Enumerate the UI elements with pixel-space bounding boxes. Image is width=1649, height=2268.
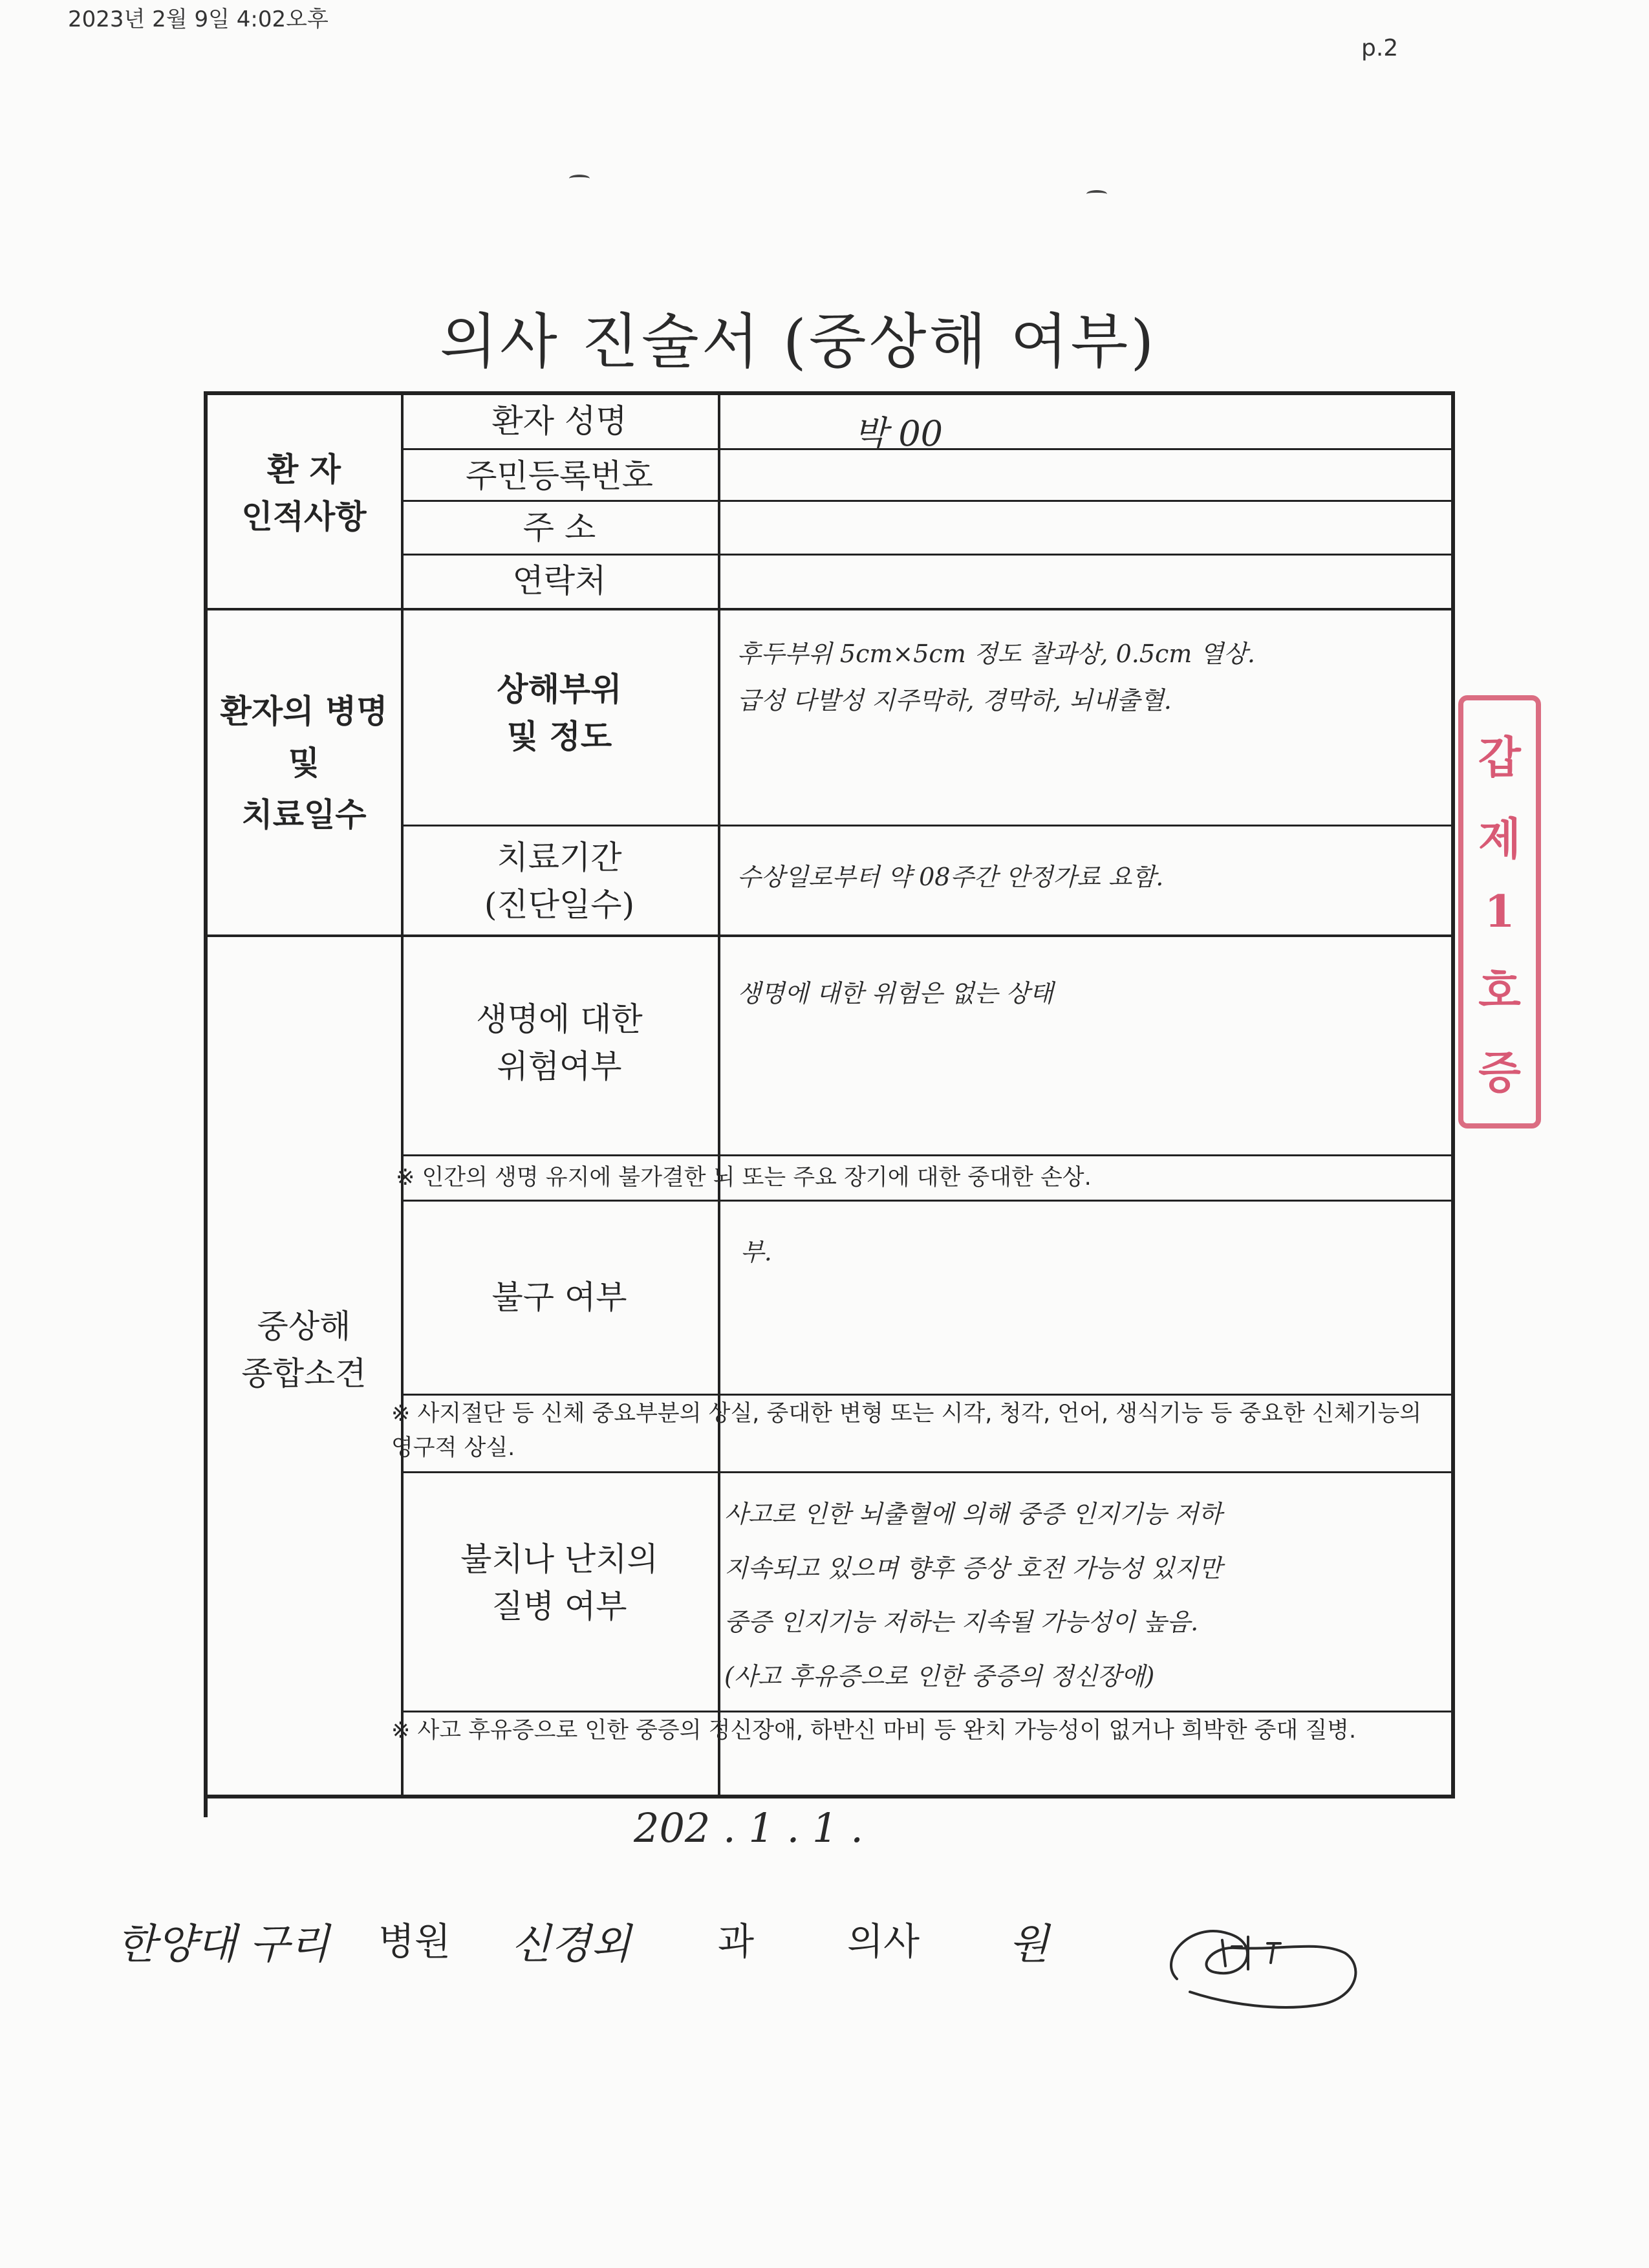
life-risk-value: 생명에 대한 위험은 없는 상태: [737, 979, 1053, 1008]
life-risk-note: ※ 인간의 생명 유지에 불가결한 뇌 또는 주요 장기에 대한 중대한 손상.: [396, 1165, 1092, 1191]
stamp-char: 호: [1478, 966, 1521, 1018]
incurable-disease-value: 사고로 인한 뇌출혈에 의해 중증 인지기능 저하 지속되고 있으며 향후 증상 호전 가능성 있지만 중증 인지기능 저하는 지속될 가능성이 높음. (사고 후유증으로 인한 중증의 정신장애): [724, 1500, 1222, 1690]
stamp-char: 갑: [1478, 731, 1521, 784]
page-number: p.2: [1361, 35, 1399, 61]
resident-number-label: 주민등록번호: [466, 457, 653, 495]
treatment-period-label: 치료기간 (진단일수): [484, 839, 635, 923]
stamp-char: 제: [1478, 813, 1521, 865]
department-name: 신경외: [511, 1921, 631, 1969]
contact-label: 연락처: [512, 562, 607, 599]
doctor-label: 의사: [847, 1919, 920, 1963]
incurable-disease-note: ※ 사고 후유증으로 인한 중증의 정신장애, 하반신 마비 등 완치 가능성이 없거나 희박한 중대 질병.: [391, 1718, 1357, 1744]
document-date: 202 . 1 . 1 .: [634, 1804, 863, 1852]
injury-site-label: 상해부위 및 정도: [497, 670, 622, 755]
patient-name-label: 환자 성명: [491, 402, 627, 440]
injury-site-value: 후두부위 5cm×5cm 정도 찰과상, 0.5cm 열상. 급성 다발성 지주막하, 경막하, 뇌내출혈.: [737, 640, 1255, 715]
doctor-signature: [1151, 1908, 1371, 2018]
doctor-name: 원: [1009, 1921, 1049, 1969]
stamp-char: 1: [1484, 885, 1515, 938]
evidence-stamp: [1458, 695, 1541, 1129]
department-suffix: 과: [718, 1919, 755, 1963]
fax-header: 2023년 2월 9일 4:02오후: [68, 6, 329, 32]
treatment-period-value: 수상일로부터 약 08주간 안정가료 요함.: [737, 863, 1164, 891]
disability-value: 부.: [740, 1238, 772, 1266]
diagnosis-section-label: 환자의 병명 및 치료일수: [220, 692, 388, 834]
assessment-section-label: 중상해 종합소견: [241, 1308, 367, 1392]
disability-note: ※ 사지절단 등 신체 중요부분의 상실, 중대한 변형 또는 시각, 청각, 언어, 생식기능 등 중요한 신체기능의 영구적 상실.: [391, 1401, 1422, 1461]
punch-hole-mark: [1086, 190, 1107, 198]
hospital-name: 한양대 구리: [116, 1921, 330, 1969]
disability-label: 불구 여부: [491, 1279, 627, 1316]
incurable-disease-label: 불치나 난치의 질병 여부: [460, 1540, 658, 1625]
punch-hole-mark: [569, 175, 590, 182]
patient-info-section-label: 환 자 인적사항: [241, 450, 367, 535]
stamp-char: 증: [1478, 1047, 1521, 1099]
life-risk-label: 생명에 대한 위험여부: [476, 1000, 643, 1085]
patient-name-value: 박 00: [854, 413, 943, 454]
address-label: 주 소: [523, 509, 596, 546]
hospital-suffix: 병원: [378, 1919, 451, 1963]
document-title: 의사 진술서 (중상해 여부): [440, 307, 1157, 376]
